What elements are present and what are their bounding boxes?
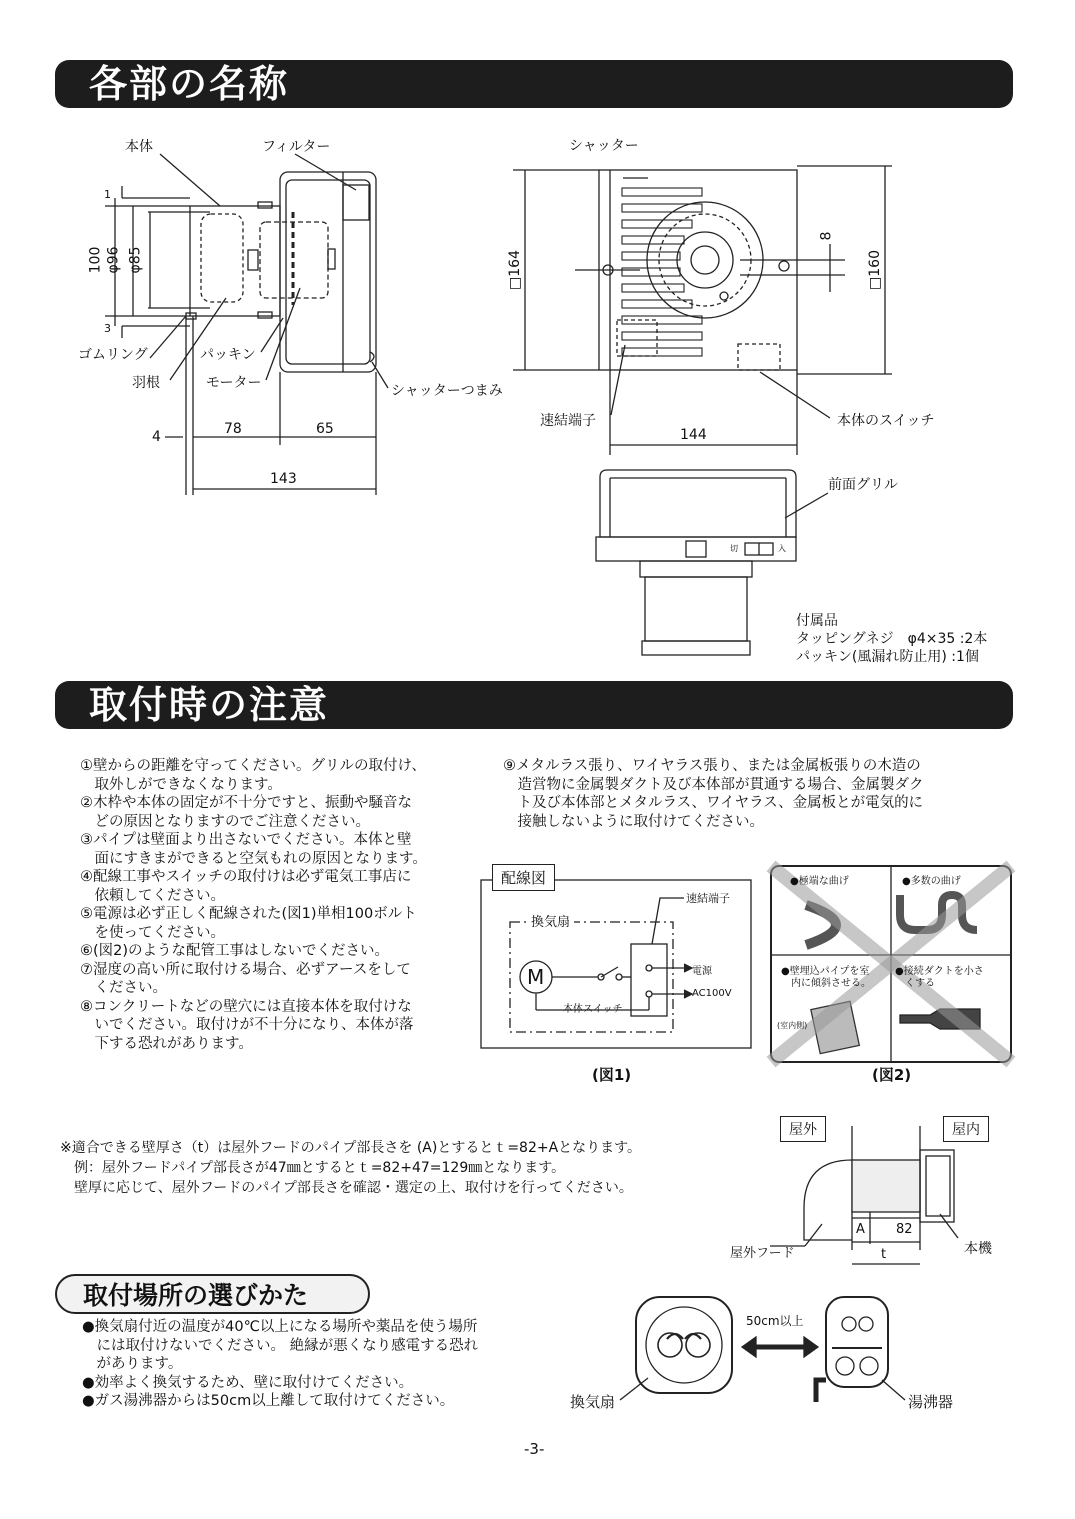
label-front-grill: 前面グリル (828, 477, 898, 493)
label-shutter-knob: シャッターつまみ (391, 383, 503, 399)
fig2-label-3c: (室内側) (777, 1021, 808, 1030)
dim-t: t (881, 1247, 887, 1262)
label-filter: フィルター (262, 139, 331, 155)
wall-diagram-drawing (770, 1126, 958, 1264)
caution-line: ⑥(図2)のような配管工事はしないでください。 (80, 943, 390, 959)
caution-line: 取外しができなくなります。 (80, 776, 282, 793)
location-title: 取付場所の選びかた (55, 1274, 370, 1314)
wiring-connector: 速結端子 (686, 892, 730, 905)
fig2-label-3a: ●壁埋込パイプを室 (781, 966, 870, 977)
dim-96: φ96 (105, 246, 122, 274)
caution-list-left (80, 757, 480, 1053)
location-line: ●ガス湯沸器からは50cm以上離して取付けてください。 (82, 1393, 455, 1409)
fig2-label-1: ●極端な曲げ (790, 876, 849, 887)
fig2-caption: (図2) (872, 1066, 912, 1084)
label-motor: モーター (206, 375, 262, 391)
wall-note-2: 例：屋外フードパイプ部長さが47㎜とするとｔ=82+47=129㎜となります。 (74, 1160, 566, 1176)
wall-note-1: ※適合できる壁厚さ（t）は屋外フードのパイプ部長さを (A)とするとｔ=82+Aとなります。 (60, 1140, 642, 1156)
caution-line: を使ってください。 (80, 924, 225, 941)
label-shutter: シャッター (569, 138, 639, 154)
caution-line: ⑦湿度の高い所に取付ける場合、必ずアースをして (80, 961, 411, 978)
location-list (82, 1318, 552, 1411)
switch-on: 入 (778, 544, 786, 553)
side-view-drawing (105, 154, 388, 495)
label-water-heater: 湯沸器 (908, 1393, 954, 1411)
label-body: 本体 (125, 139, 153, 155)
fig2-label-2: ●多数の曲げ (902, 876, 961, 887)
dim-100: 100 (87, 246, 104, 274)
top-view-drawing (596, 470, 828, 655)
caution-line: ください。 (80, 980, 167, 996)
caution-line: 下する恐れがあります。 (80, 1035, 253, 1052)
caution-line: 面にすきまができると空気もれの原因となります。 (80, 850, 427, 867)
accessory-packing: パッキン(風漏れ防止用) :1個 (796, 649, 979, 665)
dim-65: 65 (316, 421, 334, 437)
location-line: には取付けないでください。 絶縁が悪くなり感電する恐れ (82, 1337, 479, 1354)
caution-line: 依頼してください。 (80, 887, 225, 904)
page-number: -3- (524, 1440, 545, 1458)
label-unit: 本機 (964, 1241, 992, 1257)
fig2-label-3b: 内に傾斜させる。 (791, 978, 871, 989)
label-outdoor-hood: 屋外フード (730, 1246, 795, 1261)
caution-line: ③パイプは壁面より出さないでください。本体と壁 (80, 832, 412, 848)
accessory-screw: タッピングネジ φ4×35 :2本 (796, 631, 988, 647)
caution-list-right (503, 757, 1003, 831)
caution-line: ④配線工事やスイッチの取付けは必ず電気工事店に (80, 869, 412, 885)
accessories-title: 付属品 (796, 613, 838, 629)
motor-symbol: M (527, 965, 545, 989)
dim-3: 3 (104, 322, 111, 335)
wall-note-3: 壁厚に応じて、屋外フードのパイプ部長さを確認・選定の上、取付けを行ってください。 (74, 1180, 633, 1196)
caution-line: 接触しないように取付けてください。 (503, 813, 764, 830)
wiring-switch: 本体スイッチ (563, 1004, 623, 1015)
location-line: ●効率よく換気するため、壁に取付けてください。 (82, 1374, 414, 1391)
dim-1: 1 (104, 188, 111, 201)
caution-line: ⑤電源は必ず正しく配線された(図1)単相100ボルト (80, 906, 417, 922)
caution-line: 造営物に金属製ダクト及び本体部が貫通する場合、金属製ダク (503, 776, 924, 793)
dim-144: 144 (680, 427, 707, 443)
dim-78: 78 (224, 421, 242, 437)
dim-164: □164 (506, 250, 523, 290)
label-blade: 羽根 (132, 375, 160, 391)
location-line: があります。 (82, 1356, 183, 1372)
caution-line: ⑧コンクリートなどの壁穴には直接本体を取付けな (80, 998, 412, 1015)
caution-line: どの原因となりますのでご注意ください。 (80, 813, 370, 830)
caution-line: ト及び本体部とメタルラス、ワイヤラス、金属板とが電気的に (503, 795, 924, 811)
fig2-label-4b: くする (905, 978, 935, 989)
label-switch: 本体のスイッチ (837, 413, 935, 429)
wiring-fan: 換気扇 (527, 911, 574, 930)
label-indoor: 屋内 (943, 1116, 989, 1142)
caution-line: ①壁からの距離を守ってください。グリルの取付け、 (80, 758, 426, 774)
fig1-caption: (図1) (592, 1066, 632, 1084)
dim-8: 8 (818, 231, 835, 241)
label-fan: 換気扇 (570, 1393, 616, 1411)
label-rubber-ring: ゴムリング (78, 347, 148, 363)
wiring-power: 電源 (692, 966, 712, 977)
dim-a: A (856, 1222, 865, 1237)
parts-title: 各部の名称 (55, 60, 1013, 108)
dim-82: 82 (896, 1222, 913, 1237)
wiring-title: 配線図 (492, 864, 555, 891)
dim-160: □160 (866, 250, 883, 290)
label-connector: 速結端子 (540, 413, 596, 429)
dim-143: 143 (270, 471, 297, 487)
fig2-label-4a: ●接続ダクトを小さ (895, 966, 984, 977)
caution-line: いでください。取付けが不十分になり、本体が落 (80, 1017, 414, 1033)
dim-4: 4 (152, 429, 161, 445)
caution-line: ②木枠や本体の固定が不十分ですと、振動や騒音な (80, 795, 412, 811)
label-outdoor: 屋外 (780, 1116, 826, 1142)
caution-title: 取付時の注意 (55, 681, 1013, 729)
location-line: ●換気扇付近の温度が40℃以上になる場所や薬品を使う場所 (82, 1319, 478, 1335)
switch-off: 切 (730, 544, 738, 553)
caution-line: ⑨メタルラス張り、ワイヤラス張り、または金属板張りの木造の (503, 758, 921, 774)
wiring-ac: AC100V (692, 988, 732, 999)
distance-label: 50cm以上 (746, 1314, 804, 1328)
dim-85: φ85 (127, 246, 144, 274)
label-packing: パッキン (200, 347, 256, 363)
